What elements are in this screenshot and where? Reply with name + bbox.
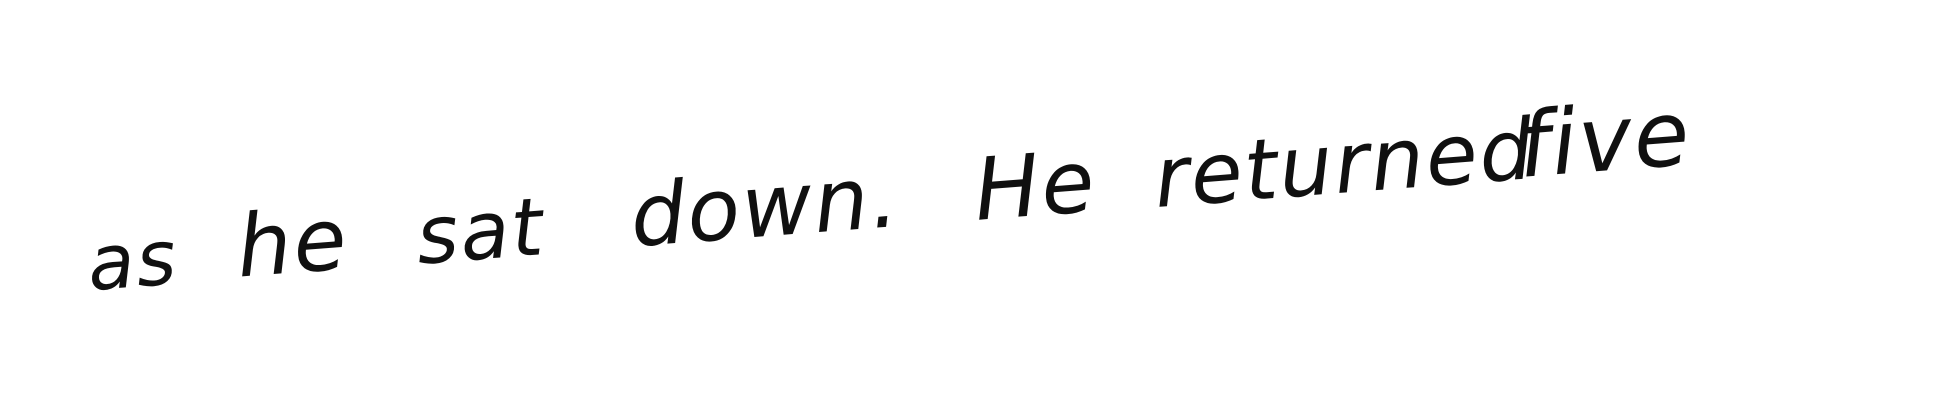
handwritten-word: sat	[412, 180, 548, 283]
handwritten-word: as	[84, 212, 181, 309]
handwritten-word: five	[1513, 80, 1695, 199]
handwritten-word: down.	[626, 146, 904, 268]
handwritten-word: He	[970, 131, 1100, 241]
handwritten-word: he	[233, 189, 352, 298]
handwritten-word: returned	[1150, 99, 1539, 227]
handwritten-line	[77, 0, 1807, 320]
